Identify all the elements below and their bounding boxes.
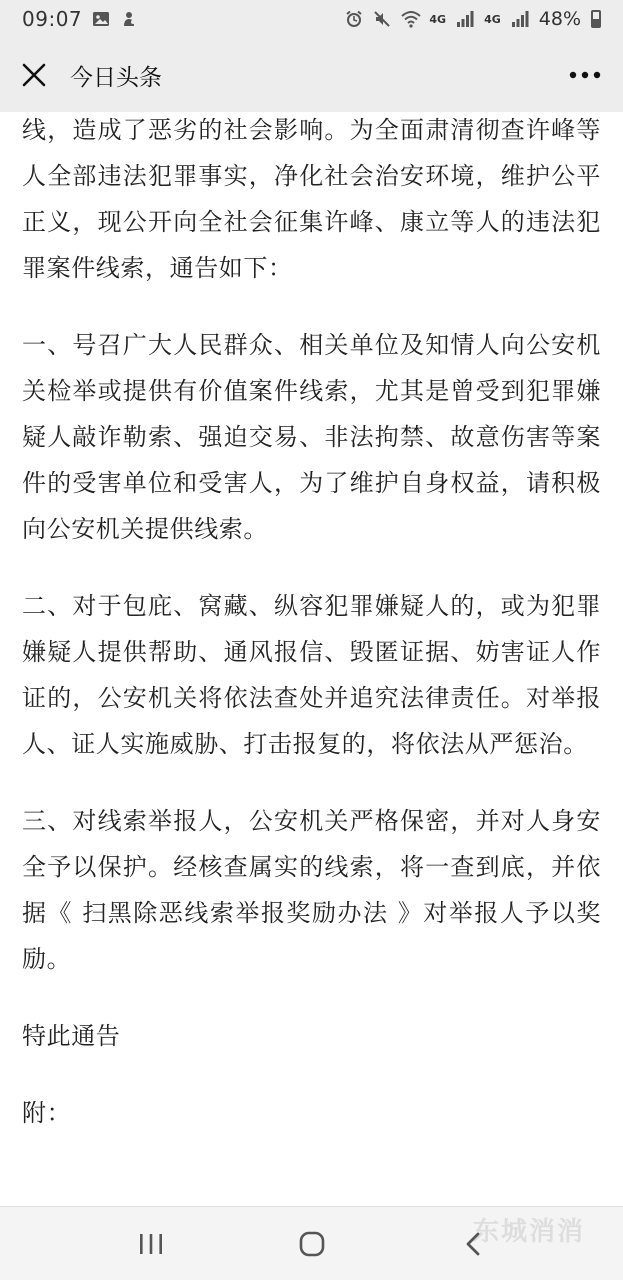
top-nav <box>0 38 623 112</box>
article-paragraph-2: 一、号召广大人民群众、相关单位及知情人向公安机关检举或提供有价值案件线索，尤其是曾受到犯罪嫌疑人敲诈勒索、强迫交易、非法拘禁、故意伤害等案件的受害单位和受害人，为了维护自身权益，请积极向公安机关提供线索。 <box>22 331 601 543</box>
article-paragraph-6: 附： <box>22 1099 72 1127</box>
status-left <box>22 7 138 31</box>
network-label-2: 4G <box>484 12 501 26</box>
close-icon <box>21 62 47 88</box>
home-icon <box>298 1230 326 1258</box>
status-bar <box>0 0 623 38</box>
article-paragraph-3: 二、对于包庇、窝藏、纵容犯罪嫌疑人的，或为犯罪嫌疑人提供帮助、通风报信、毁匿证据、妨害证人作证的，公安机关将依法查处并追究法律责任。对举报人、证人实施威胁、打击报复的，将依法从严惩治。 <box>22 592 601 758</box>
battery-icon <box>591 10 601 28</box>
article-paragraph-5: 特此通告 <box>22 1022 121 1050</box>
more-button[interactable] <box>565 59 605 91</box>
mute-icon <box>373 10 391 28</box>
article-paragraph-1: 线，造成了恶劣的社会影响。为全面肃清彻查许峰等人全部违法犯罪事实，净化社会治安环境，维护公平正义，现公开向全社会征集许峰、康立等人的违法犯罪案件线索，通告如下： <box>22 116 601 282</box>
signal-icon <box>456 10 474 28</box>
network-label-1: 4G <box>429 12 447 26</box>
back-button[interactable] <box>443 1219 503 1269</box>
article-paragraph-4: 三、对线索举报人，公安机关严格保密，并对人身安全予以保护。经核查属实的线索，将一查到底，并依据《 扫黑除恶线索举报奖励办法 》对举报人予以奖励。 <box>22 807 601 973</box>
battery-percent: 48% <box>538 8 581 30</box>
recents-icon <box>138 1232 164 1256</box>
home-button[interactable] <box>282 1219 342 1269</box>
status-time: 09:07 <box>22 7 83 31</box>
gallery-icon <box>92 10 110 28</box>
app-notification-icon <box>120 10 138 28</box>
close-button[interactable] <box>18 59 50 91</box>
signal-icon-2 <box>511 10 529 28</box>
alarm-icon <box>345 10 363 28</box>
back-icon <box>463 1231 483 1257</box>
watermark: 东城消消 <box>472 1217 585 1247</box>
more-icon <box>568 70 602 80</box>
nav-title: 今日头条 <box>70 64 162 91</box>
wifi-icon <box>401 10 419 28</box>
article-content[interactable] <box>0 112 623 1206</box>
status-right <box>345 8 601 30</box>
recents-button[interactable] <box>121 1219 181 1269</box>
system-nav-bar <box>0 1206 623 1280</box>
